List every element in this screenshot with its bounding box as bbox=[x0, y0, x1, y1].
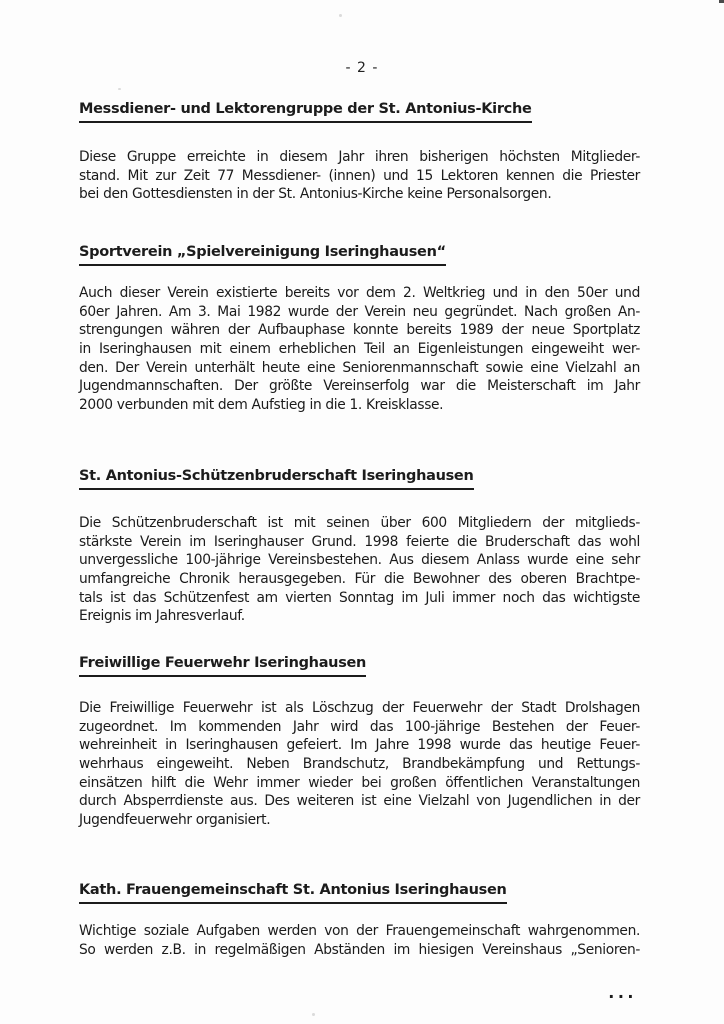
text-line: in Iseringhausen mit einem erheblichen Teil an Eigenleistungen eingeweiht wer- bbox=[79, 341, 640, 358]
section-sportverein-paragraph bbox=[79, 284, 640, 415]
page-continuation-ellipsis: ... bbox=[608, 983, 637, 1002]
scan-artifact bbox=[719, 0, 724, 3]
section-sportverein-heading bbox=[79, 244, 640, 266]
text-line: tals ist das Schützenfest am vierten Sonntag im Juli immer noch das wichtigste bbox=[79, 589, 640, 606]
text-line: zugeordnet. Im kommenden Jahr wird das 100-jährige Bestehen der Feuer- bbox=[79, 718, 640, 735]
section-feuerwehr-heading bbox=[79, 655, 640, 677]
text-line: strengungen währen der Aufbauphase konnte bereits 1989 der neue Sportplatz bbox=[79, 322, 640, 339]
text-line: Jugendmannschaften. Der größte Vereinserfolg war die Meisterschaft im Jahr bbox=[79, 378, 640, 395]
text-line: stärkste Verein im Iseringhauser Grund. 1998 feierte die Bruderschaft das wohl bbox=[79, 533, 640, 550]
text-line: den. Der Verein unterhält heute eine Seniorenmannschaft sowie eine Vielzahl an bbox=[79, 359, 640, 376]
text-line: wehrhaus eingeweiht. Neben Brandschutz, Brandbekämpfung und Rettungs- bbox=[79, 756, 640, 773]
scan-speck bbox=[312, 1013, 315, 1016]
section-heading: Messdiener- und Lektorengruppe der St. Antonius-Kirche bbox=[79, 101, 532, 123]
text-line: 2000 verbunden mit dem Aufstieg in die 1. Kreisklasse. bbox=[79, 397, 444, 414]
section-heading: St. Antonius-Schützenbruderschaft Iseringhausen bbox=[79, 468, 474, 490]
scan-speck bbox=[339, 14, 342, 17]
text-line: So werden z.B. in regelmäßigen Abständen im hiesigen Vereinshaus „Senioren- bbox=[79, 941, 640, 958]
section-heading: Freiwillige Feuerwehr Iseringhausen bbox=[79, 655, 366, 677]
text-line: Auch dieser Verein existierte bereits vor dem 2. Weltkrieg und in den 50er und bbox=[79, 285, 640, 301]
text-line: umfangreiche Chronik herausgegeben. Für die Bewohner des oberen Brachtpe- bbox=[79, 571, 640, 588]
section-schuetzenbruderschaft-paragraph bbox=[79, 514, 640, 626]
text-line: einsätzen hilft die Wehr immer wieder bei großen öffentlichen Veranstaltungen bbox=[79, 774, 640, 791]
text-line: Jugendfeuerwehr organisiert. bbox=[79, 812, 271, 829]
section-frauengemeinschaft-paragraph bbox=[79, 922, 640, 959]
text-line: Wichtige soziale Aufgaben werden von der Frauengemeinschaft wahrgenommen. bbox=[79, 923, 640, 939]
section-heading: Kath. Frauengemeinschaft St. Antonius Iseringhausen bbox=[79, 882, 507, 904]
scan-speck bbox=[118, 88, 121, 90]
text-line: Ereignis im Jahresverlauf. bbox=[79, 608, 245, 625]
text-line: wehreinheit in Iseringhausen gefeiert. Im Jahre 1998 wurde das heutige Feuer- bbox=[79, 737, 640, 754]
text-line: 60er Jahren. Am 3. Mai 1982 wurde der Verein neu gegründet. Nach großen An- bbox=[79, 303, 640, 320]
text-line: durch Absperrdienste aus. Des weiteren ist eine Vielzahl von Jugendlichen in der bbox=[79, 793, 640, 810]
text-line: stand. Mit zur Zeit 77 Messdiener- (innen) und 15 Lektoren kennen die Priester bbox=[79, 167, 640, 184]
section-messdiener-paragraph bbox=[79, 148, 640, 204]
text-line: Die Freiwillige Feuerwehr ist als Löschzug der Feuerwehr der Stadt Drolshagen bbox=[79, 700, 640, 716]
section-heading: Sportverein „Spielvereinigung Iseringhausen“ bbox=[79, 244, 446, 266]
section-frauengemeinschaft-heading bbox=[79, 882, 640, 904]
page-number: - 2 - bbox=[345, 60, 379, 76]
text-line: Die Schützenbruderschaft ist mit seinen über 600 Mitgliedern der mitglieds- bbox=[79, 515, 640, 531]
section-messdiener-heading bbox=[79, 101, 640, 123]
section-schuetzenbruderschaft-heading bbox=[79, 468, 640, 490]
text-line: bei den Gottesdiensten in der St. Antonius-Kirche keine Personalsorgen. bbox=[79, 186, 552, 203]
section-feuerwehr-paragraph bbox=[79, 699, 640, 830]
text-line: Diese Gruppe erreichte in diesem Jahr ihren bisherigen höchsten Mitglieder- bbox=[79, 149, 640, 165]
text-line: unvergessliche 100-jährige Vereinsbestehen. Aus diesem Anlass wurde eine sehr bbox=[79, 552, 640, 569]
